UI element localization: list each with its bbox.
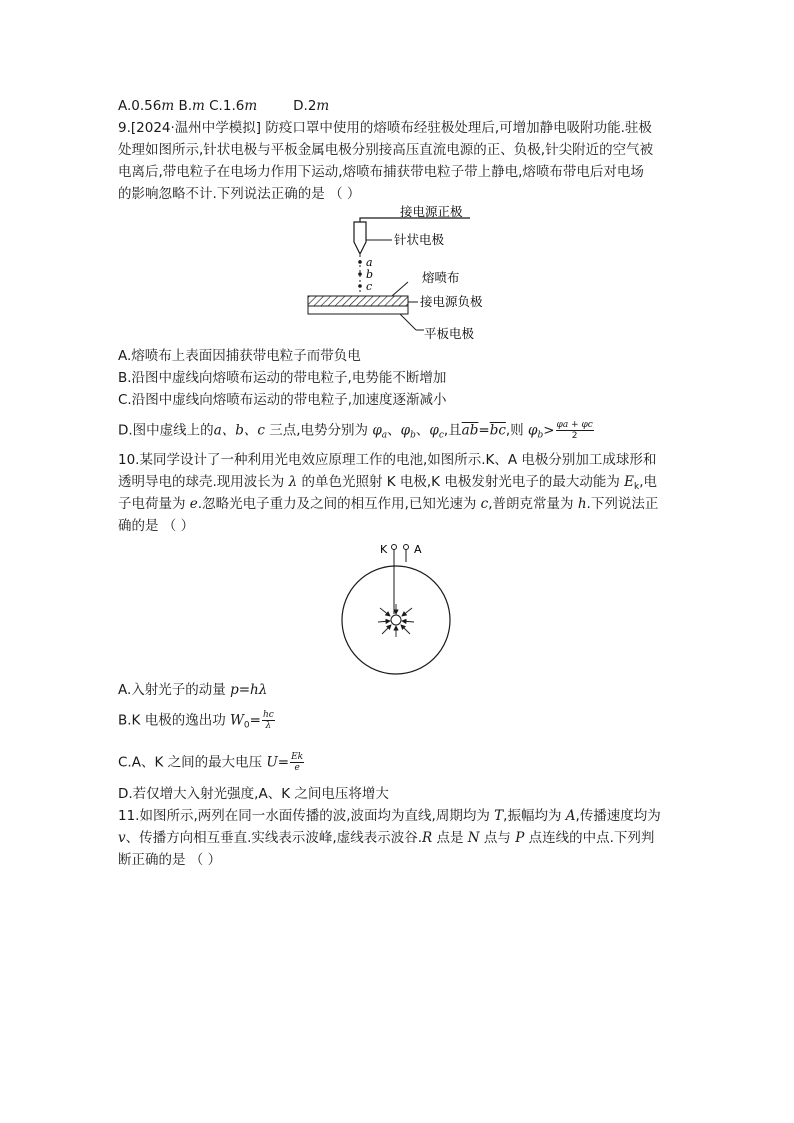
plate-electrode [308, 306, 408, 314]
q8-options: A.0.56m B.m C.1.6m D.2m [118, 98, 330, 114]
max-voltage-fraction: $\frac{Ek}{e}$ [291, 752, 304, 773]
phi-average-fraction: $\frac{\varphi a + \varphi c}{2}$ [556, 420, 593, 441]
q9-option-a: A.熔喷布上表面因捕获带电粒子而带负电 [118, 348, 361, 364]
needle-electrode [354, 222, 366, 254]
q10-option-c: C.A、K 之间的最大电压 U= $\frac{Ek}{e}$ [118, 752, 304, 773]
label-positive-terminal: 接电源正极 [400, 204, 463, 219]
q9-stem-line-1: 9.[2024·温州中学模拟] 防疫口罩中使用的熔喷布经驻极处理后,可增加静电吸附功能.驻极 [118, 120, 652, 136]
label-k: K [380, 543, 388, 556]
q10-stem-line-4: 确的是 （ ） [118, 518, 195, 534]
melt-blown-fabric [308, 296, 408, 306]
point-b-dot [358, 272, 362, 276]
point-a-dot [358, 260, 362, 264]
q10-stem-line-3: 子电荷量为 e.忽略光电子重力及之间的相互作用,已知光速为 c,普朗克常量为 h.下列说法正 [118, 496, 659, 512]
q9-stem-line-3: 电离后,带电粒子在电场力作用下运动,熔喷布捕获带电粒子带上静电,熔喷布带电后对电场 [118, 164, 644, 180]
point-c-dot [358, 284, 362, 288]
label-a: A [414, 543, 422, 556]
point-c-label: c [366, 280, 373, 293]
q9-option-b: B.沿图中虚线向熔喷布运动的带电粒子,电势能不断增加 [118, 370, 447, 386]
q11-stem-line-3: 断正确的是 （ ） [118, 852, 222, 868]
q10-stem-line-2: 透明导电的球壳.现用波长为 λ 的单色光照射 K 电极,K 电极发射光电子的最大动能为 $E_k$,电 [118, 474, 657, 492]
q10-option-b: B.K 电极的逸出功 $W_0=$ $\frac{hc}{\lambda}$ [118, 710, 274, 731]
q9-option-d: D.图中虚线上的a、b、c 三点,电势分别为 $\varphi_a$、$\varphi_b$、$\varphi_c$,且$\overline{ab}=\overline{bc}$,则 $\varphi_b>$ $\frac{\varphi a + \varphi c}{2}$ [118, 420, 593, 441]
q10-option-d: D.若仅增大入射光强度,A、K 之间电压将增大 [118, 786, 389, 802]
q11-stem-line-2: v、传播方向相互垂直.实线表示波峰,虚线表示波谷.R 点是 N 点与 P 点连线的中点.下列判 [118, 830, 655, 846]
label-needle-electrode: 针状电极 [394, 232, 445, 247]
q9-electret-diagram [290, 202, 510, 346]
q9-option-c: C.沿图中虚线向熔喷布运动的带电粒子,加速度逐渐减小 [118, 392, 447, 408]
q9-stem-line-2: 处理如图所示,针状电极与平板金属电极分别接高压直流电源的正、负极,针尖附近的空气被 [118, 142, 654, 158]
inner-sphere-k [391, 615, 401, 625]
q10-stem-line-1: 10.某同学设计了一种利用光电效应原理工作的电池,如图所示.K、A 电极分别加工成球形和 [118, 452, 657, 468]
work-function-fraction: $\frac{hc}{\lambda}$ [262, 710, 274, 731]
terminal-a [404, 545, 409, 550]
label-plate-electrode: 平板电极 [424, 326, 475, 341]
q9-stem-line-4: 的影响忽略不计.下列说法正确的是 （ ） [118, 186, 361, 202]
terminal-k [392, 545, 397, 550]
point-b-label: b [366, 268, 374, 281]
q11-stem-line-1: 11.如图所示,两列在同一水面传播的波,波面均为直线,周期均为 T,振幅均为 A,传播速度均为 [118, 808, 661, 824]
label-negative-terminal: 接电源负极 [420, 294, 483, 309]
q10-photocell-diagram [336, 538, 462, 678]
label-melt-blown-fabric: 熔喷布 [422, 270, 460, 285]
point-a-label: a [366, 256, 373, 269]
q10-option-a: A.入射光子的动量 p=hλ [118, 682, 268, 698]
